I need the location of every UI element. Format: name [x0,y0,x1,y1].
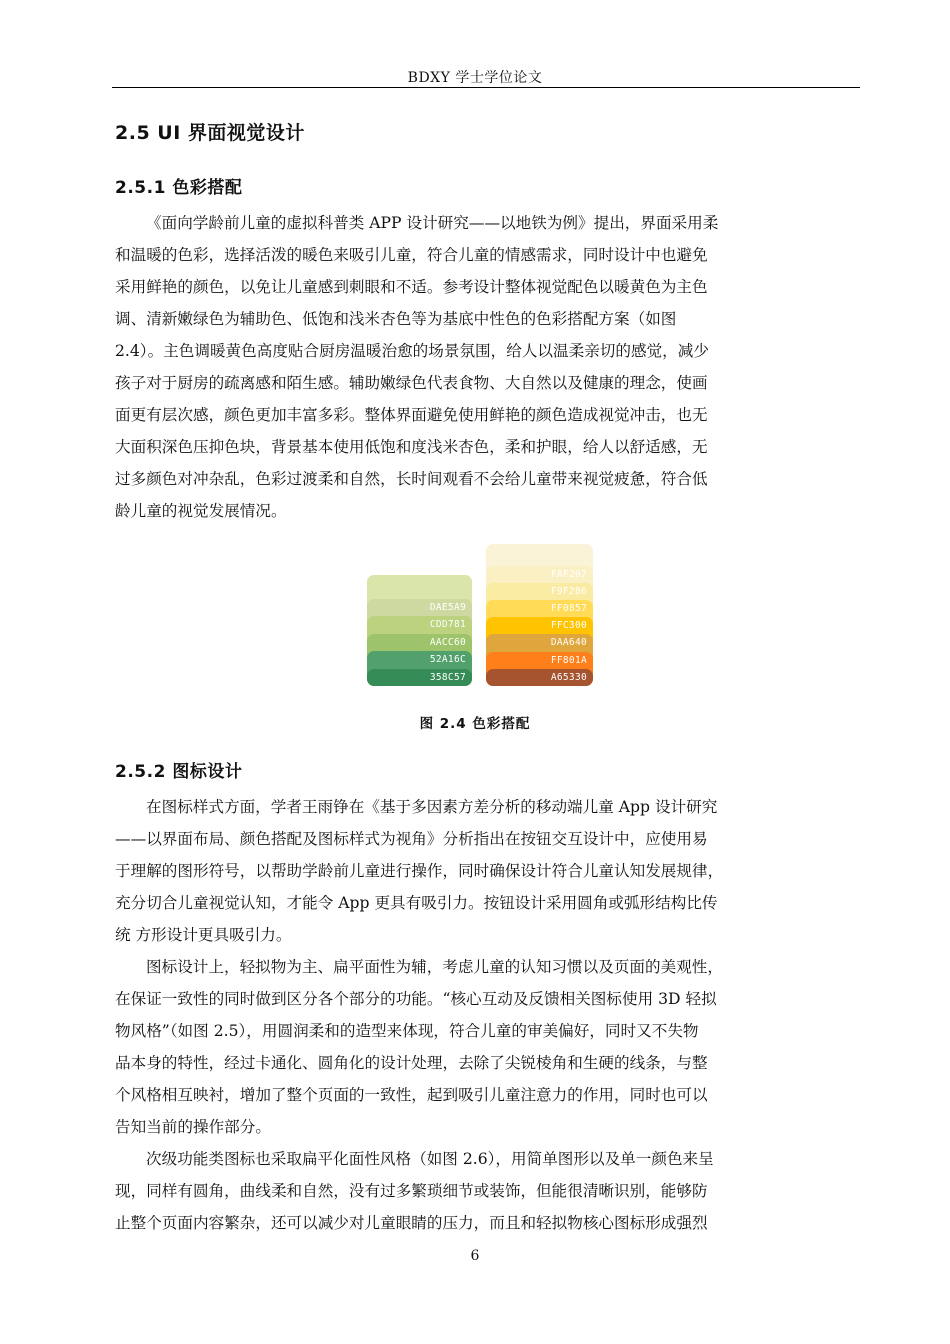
text-line: 图标设计上，轻拟物为主、扁平面性为辅，考虑儿童的认知习惯以及页面的美观性， [146,958,723,976]
text-line: 个风格相互映衬，增加了整个页面的一致性，起到吸引儿童注意力的作用，同时也可以 [115,1086,708,1104]
text-line: 告知当前的操作部分。 [115,1118,271,1136]
color-swatch: FAF207 [486,566,593,686]
figure-caption: 图 2.4 色彩搭配 [419,716,531,732]
section-heading: 2.5 UI 界面视觉设计 [115,122,305,144]
text-line: 于理解的图形符号，以帮助学龄前儿童进行操作，同时确保设计符合儿童认知发展规律， [115,862,724,880]
text-line: 充分切合儿童视觉认知，才能令 App 更具有吸引力。按钮设计采用圆角或弧形结构比传 [115,894,718,912]
page-number: 6 [470,1248,480,1264]
color-swatch: F9F286 [486,583,593,686]
running-header: BDXY 学士学位论文 [407,70,543,86]
text-line: 采用鲜艳的颜色，以免让儿童感到刺眼和不适。参考设计整体视觉配色以暖黄色为主色 [115,278,708,296]
text-line: 止整个页面内容繁杂，还可以减少对儿童眼睛的压力，而且和轻拟物核心图标形成强烈 [115,1214,708,1232]
paragraph-icon-3 [115,1143,860,1239]
color-swatch: FF801A [486,652,593,686]
color-swatch: 358C57 [367,669,472,687]
text-line: 孩子对于厨房的疏离感和陌生感。辅助嫩绿色代表食物、大自然以及健康的理念，使画 [115,374,708,392]
text-line: 品本身的特性，经过卡通化、圆角化的设计处理，去除了尖锐棱角和生硬的线条，与整 [115,1054,708,1072]
paragraph-icon-1 [115,791,860,951]
header-rule [112,87,860,88]
text-line: 龄儿童的视觉发展情况。 [115,502,287,520]
text-line: 物风格”（如图 2.5），用圆润柔和的造型来体现，符合儿童的审美偏好，同时又不失物 [115,1022,699,1040]
color-swatch: A65330 [486,669,593,686]
color-swatch: DAA640 [486,634,593,686]
text-line: ——以界面布局、颜色搭配及图标样式为视角》分析指出在按钮交互设计中，应使用易 [115,830,708,848]
text-line: 在图标样式方面，学者王雨铮在《基于多因素方差分析的移动端儿童 App 设计研究 [146,798,718,816]
text-line: 在保证一致性的同时做到区分各个部分的功能。“核心互动及反馈相关图标使用 3D 轻拟 [115,990,717,1008]
green-color-palette [367,575,472,686]
paragraph-icon-2 [115,951,860,1143]
text-line: 调、清新嫩绿色为辅助色、低饱和浅米杏色等为基底中性色的色彩搭配方案（如图 [115,310,677,328]
paragraph-color [115,207,860,527]
text-line: 大面积深色压抑色块，背景基本使用低饱和度浅米杏色，柔和护眼，给人以舒适感，无 [115,438,708,456]
text-line: 统 方形设计更具吸引力。 [115,926,292,944]
yellow-color-palette [486,544,593,686]
text-line: 和温暖的色彩，选择活泼的暖色来吸引儿童，符合儿童的情感需求，同时设计中也避免 [115,246,708,264]
color-swatch: AACC60 [367,634,472,687]
color-swatch: 52A16C [367,651,472,686]
text-line: 现，同样有圆角，曲线柔和自然，没有过多繁琐细节或装饰，但能很清晰识别，能够防 [115,1182,708,1200]
text-line: 面更有层次感，颜色更加丰富多彩。整体界面避免使用鲜艳的颜色造成视觉冲击，也无 [115,406,708,424]
text-line: 过多颜色对冲杂乱，色彩过渡柔和自然，长时间观看不会给儿童带来视觉疲惫，符合低 [115,470,708,488]
color-swatch: FF0857 [486,600,593,686]
color-swatch: CDD781 [367,616,472,686]
color-swatch: DAE5A9 [367,599,472,687]
subsection-heading-color: 2.5.1 色彩搭配 [115,178,243,198]
text-line: 2.4）。主色调暖黄色高度贴合厨房温暖治愈的场景氛围，给人以温柔亲切的感觉，减少 [115,342,709,360]
text-line: 次级功能类图标也采取扁平化面性风格（如图 2.6），用简单图形以及单一颜色来呈 [146,1150,714,1168]
color-swatch: FFC300 [486,617,593,686]
text-line: 《面向学龄前儿童的虚拟科普类 APP 设计研究——以地铁为例》提出，界面采用柔 [146,214,719,232]
subsection-heading-icon: 2.5.2 图标设计 [115,762,243,782]
